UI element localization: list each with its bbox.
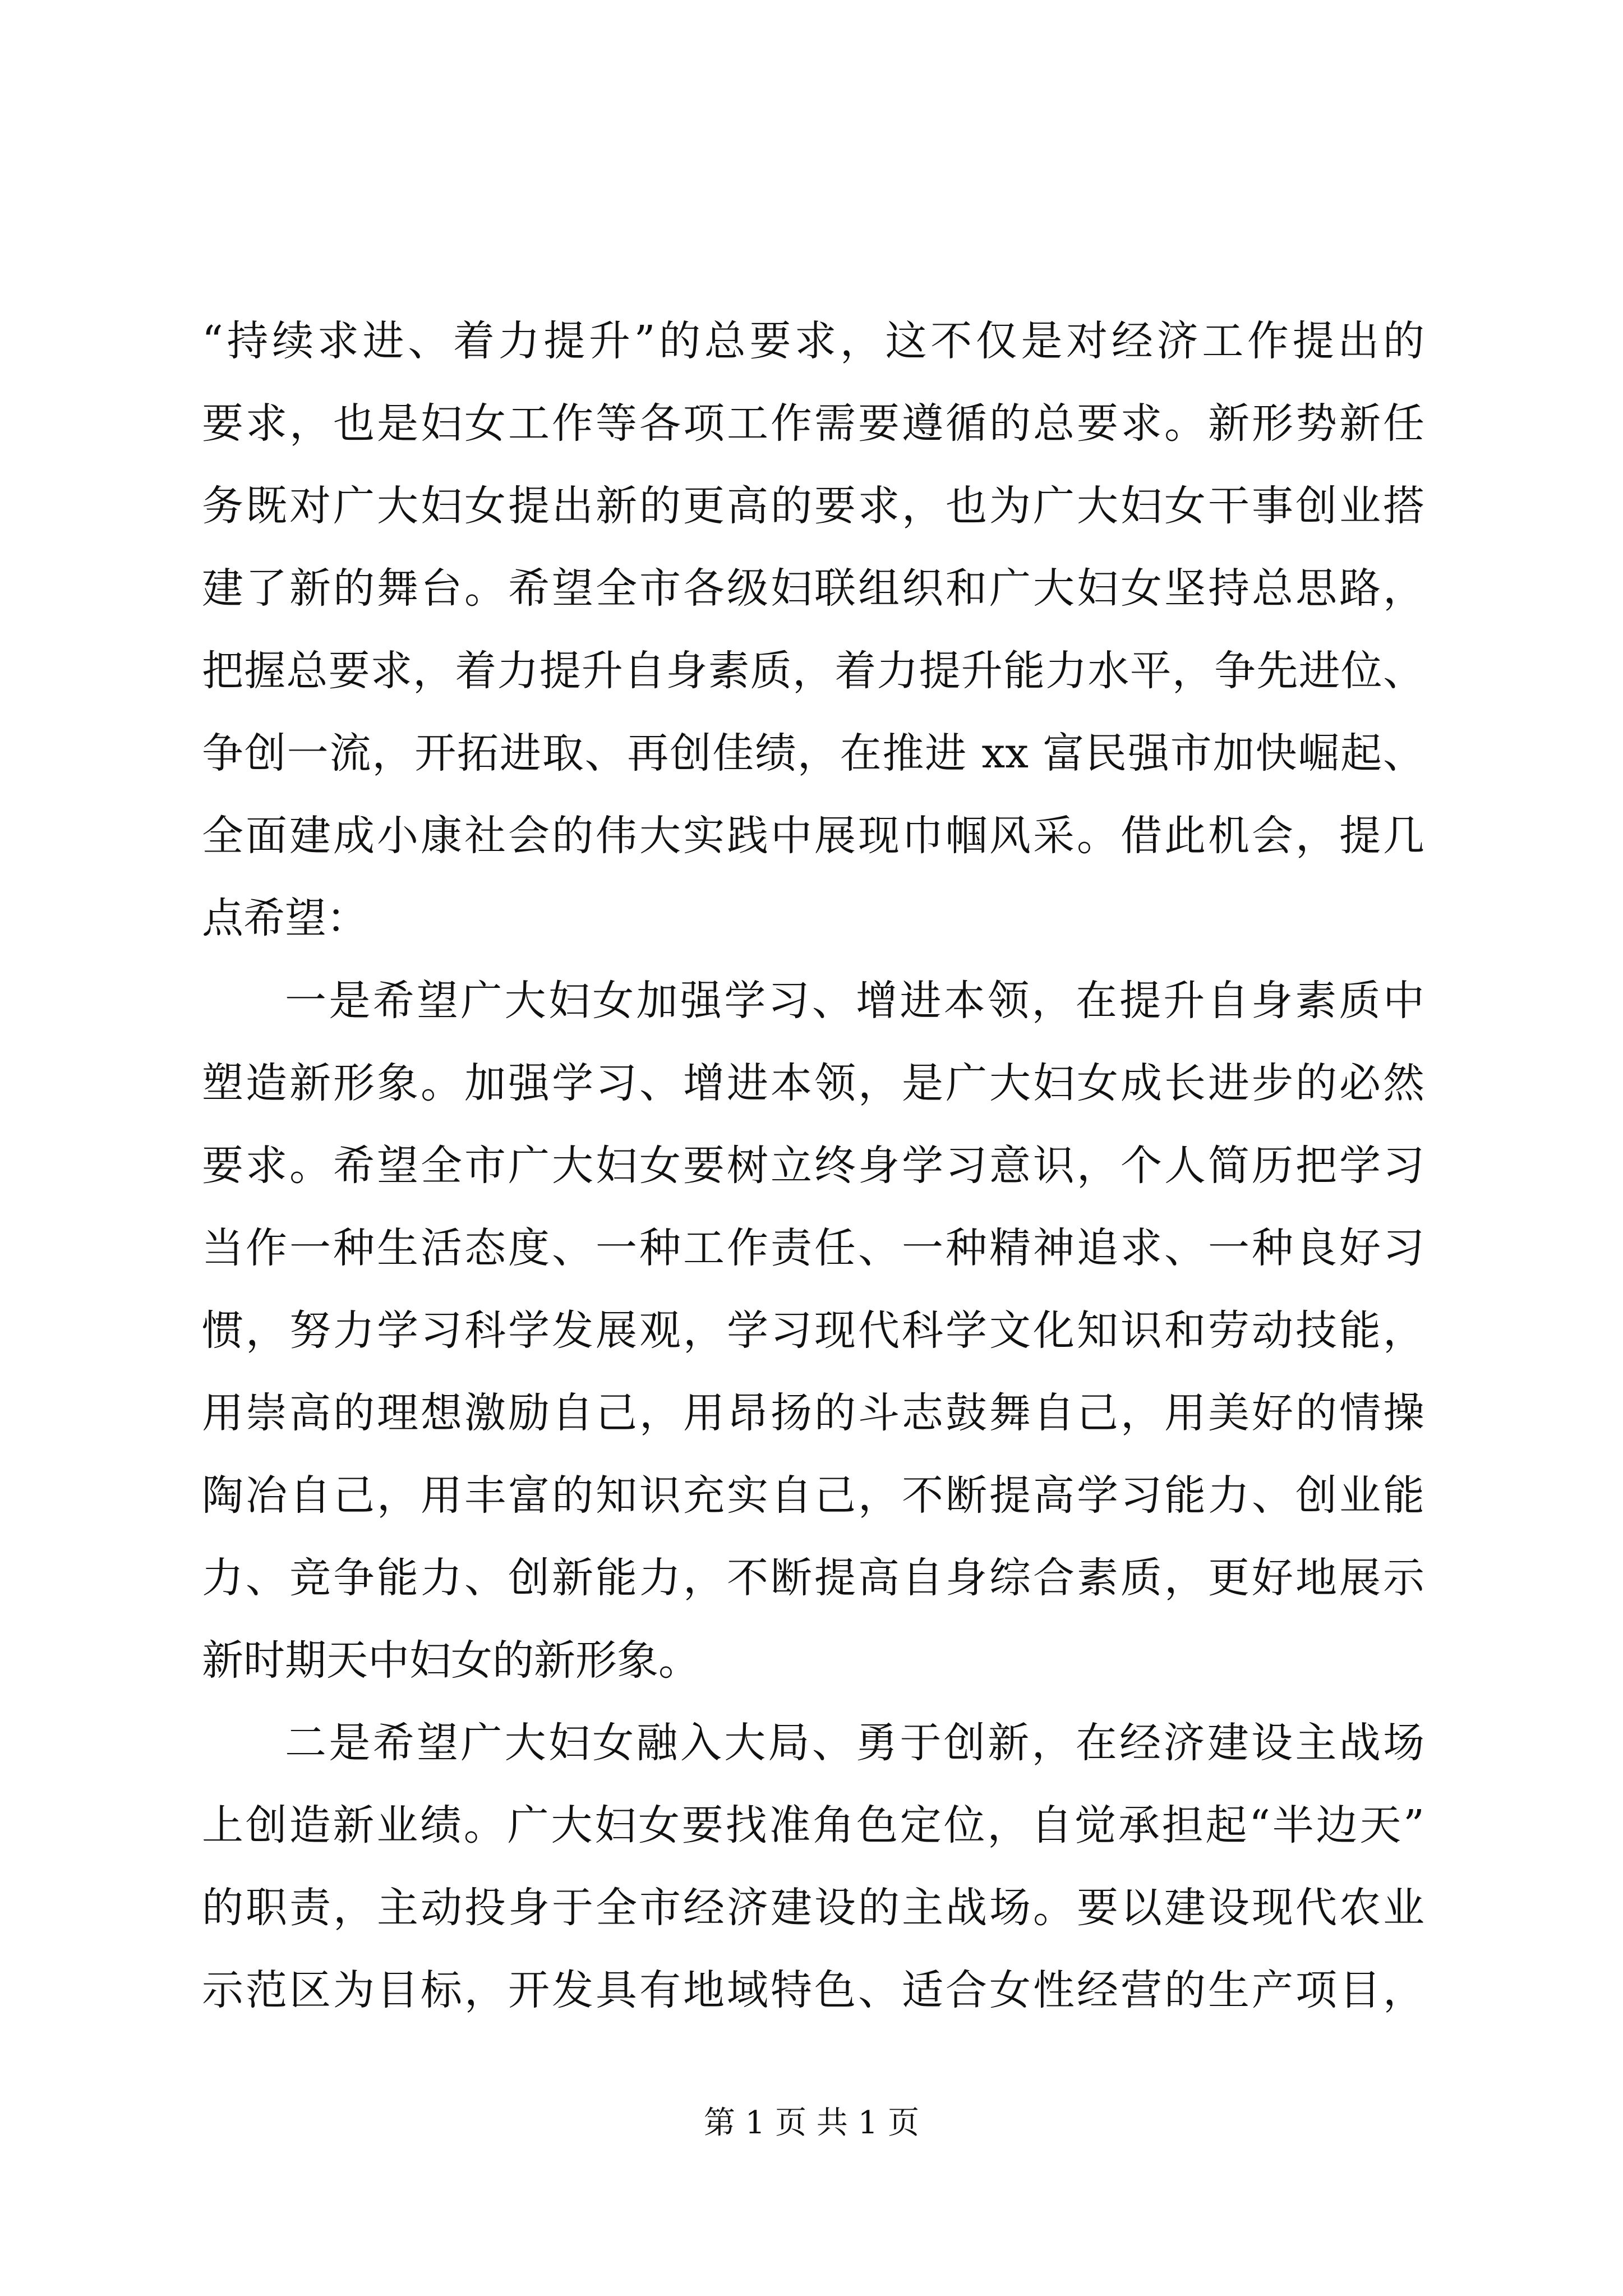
text-line: 要求。希望全市广大妇女要树立终身学习意识，个人简历把学习 (202, 1142, 1424, 1190)
text-line: 当作一种生活态度、一种工作责任、一种精神追求、一种良好习 (202, 1224, 1424, 1272)
paragraph-3 (202, 1702, 1424, 2032)
text-line: 要求，也是妇女工作等各项工作需要遵循的总要求。新形势新任 (202, 399, 1424, 448)
text-line: 全面建成小康社会的伟大实践中展现巾帼风采。借此机会，提几 (202, 812, 1424, 860)
text-line: 示范区为目标，开发具有地域特色、适合女性经营的生产项目， (202, 1966, 1424, 2014)
text-line: 点希望： (202, 894, 368, 942)
text-line: “持续求进、着力提升”的总要求，这不仅是对经济工作提出的 (202, 317, 1424, 365)
text-line: 新时期天中妇女的新形象。 (202, 1636, 700, 1685)
text-line: 用崇高的理想激励自己，用昂扬的斗志鼓舞自己，用美好的情操 (202, 1389, 1424, 1437)
page-number: 第 1 页 共 1 页 (703, 2105, 920, 2141)
text-line: 的职责，主动投身于全市经济建设的主战场。要以建设现代农业 (202, 1884, 1424, 1932)
text-line: 争创一流，开拓进取、再创佳绩，在推进 xx 富民强市加快崛起、 (202, 729, 1424, 777)
text-line: 一是希望广大妇女加强学习、增进本领，在提升自身素质中 (285, 977, 1424, 1025)
text-line: 陶冶自己，用丰富的知识充实自己，不断提高学习能力、创业能 (202, 1471, 1424, 1520)
text-line: 力、竞争能力、创新能力，不断提高自身综合素质，更好地展示 (202, 1554, 1424, 1602)
text-line: 务既对广大妇女提出新的更高的要求，也为广大妇女干事创业搭 (202, 482, 1424, 530)
text-line: 把握总要求，着力提升自身素质，着力提升能力水平，争先进位、 (202, 647, 1424, 695)
page-footer (0, 2098, 1623, 2143)
text-line: 惯，努力学习科学发展观，学习现代科学文化知识和劳动技能， (202, 1306, 1424, 1355)
paragraph-1 (202, 300, 1424, 960)
document-body (202, 300, 1424, 2032)
text-line: 建了新的舞台。希望全市各级妇联组织和广大妇女坚持总思路， (202, 564, 1424, 613)
text-line: 二是希望广大妇女融入大局、勇于创新，在经济建设主战场 (285, 1719, 1424, 1767)
text-line: 上创造新业绩。广大妇女要找准角色定位，自觉承担起“半边天” (202, 1801, 1424, 1849)
paragraph-2 (202, 960, 1424, 1702)
text-line: 塑造新形象。加强学习、增进本领，是广大妇女成长进步的必然 (202, 1059, 1424, 1107)
